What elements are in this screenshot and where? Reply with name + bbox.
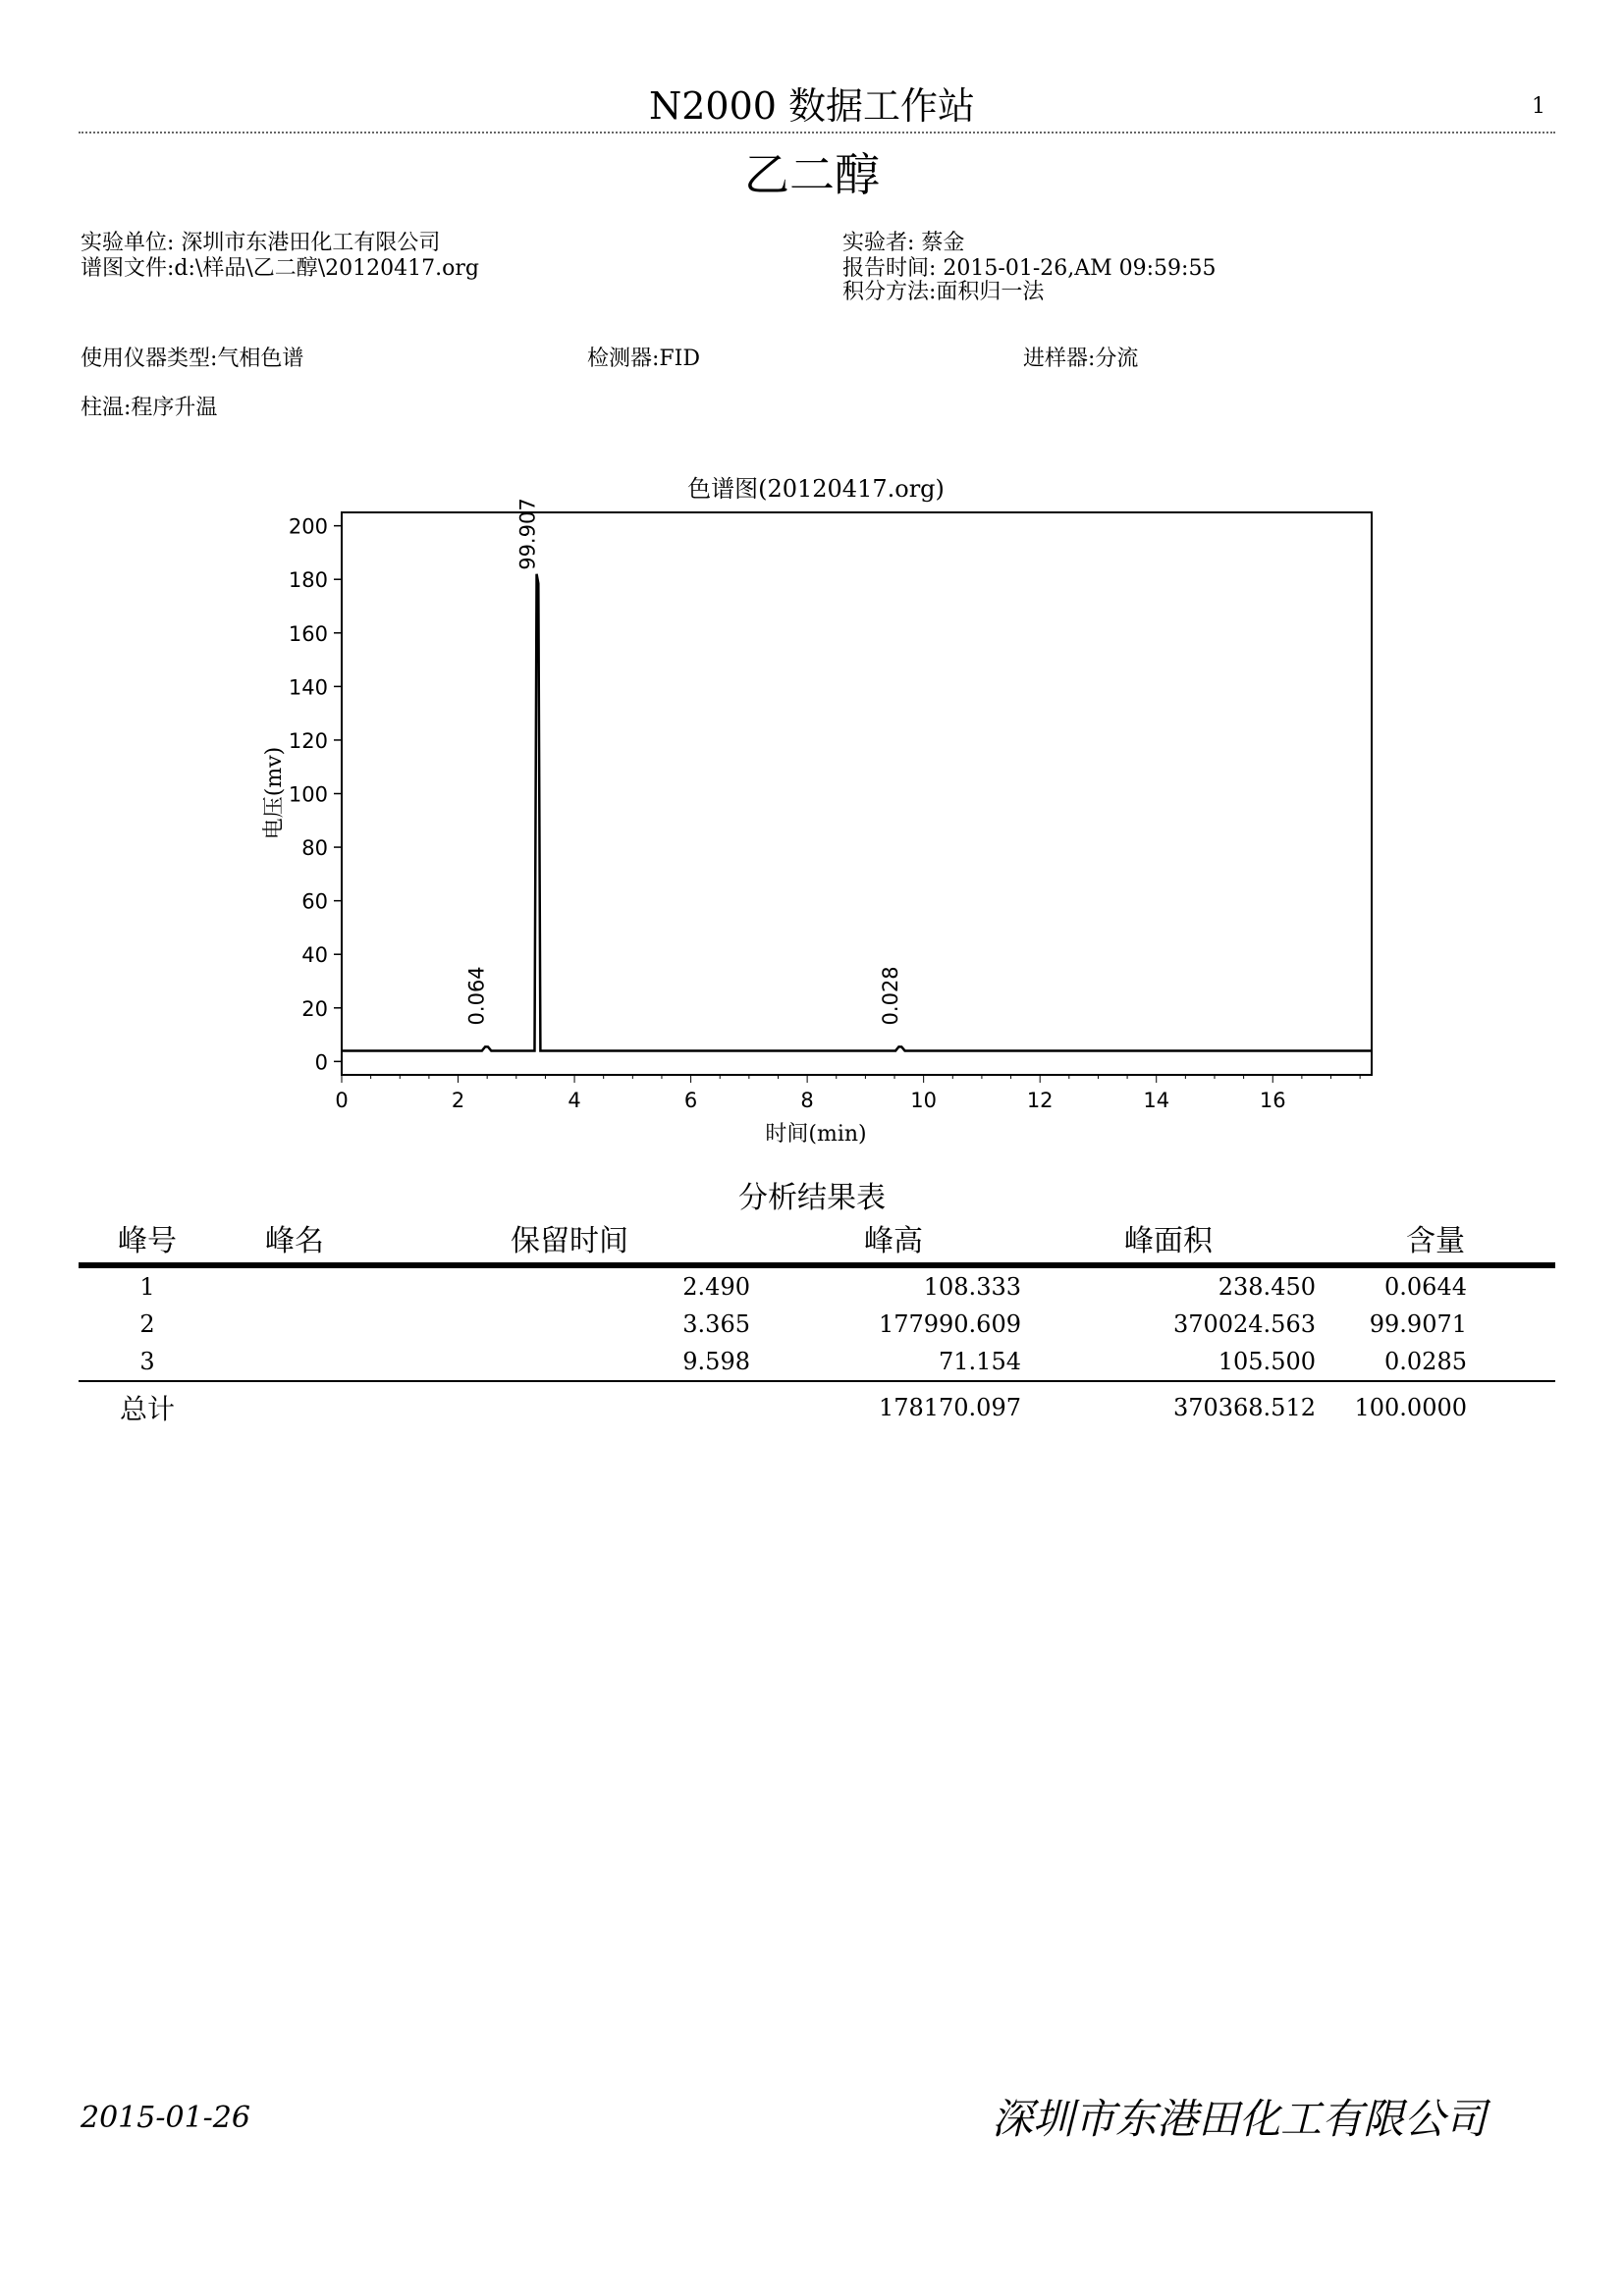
col-peak-name: 峰名 xyxy=(265,1224,324,1258)
peak-labels xyxy=(465,498,902,1025)
content-percent: 0.0644 xyxy=(1384,1273,1467,1301)
col-peak-no: 峰号 xyxy=(118,1224,177,1258)
total-retention-empty xyxy=(373,1381,766,1433)
peak-height: 108.333 xyxy=(923,1273,1021,1301)
total-peak-area: 370368.512 xyxy=(1172,1394,1316,1421)
total-name-empty xyxy=(216,1381,373,1433)
footer-date: 2015-01-26 xyxy=(81,2101,250,2135)
peak-number: 3 xyxy=(139,1348,155,1375)
operator: 实验者: 蔡金 xyxy=(842,231,965,255)
total-label: 总计 xyxy=(119,1393,175,1425)
results-table xyxy=(79,1213,1555,1433)
peak-height: 177990.609 xyxy=(878,1310,1021,1338)
lab-unit: 实验单位: 深圳市东港田化工有限公司 xyxy=(81,231,441,255)
y-tick-label: 180 xyxy=(288,568,328,593)
instrument-type: 使用仪器类型:气相色谱 xyxy=(81,347,304,371)
retention-time: 2.490 xyxy=(682,1273,750,1301)
y-tick-label: 200 xyxy=(288,514,328,539)
page-number: 1 xyxy=(1532,94,1545,119)
peak-name xyxy=(216,1343,373,1381)
x-tick-label: 10 xyxy=(910,1089,938,1112)
y-tick-label: 120 xyxy=(288,728,328,753)
content-percent: 0.0285 xyxy=(1384,1348,1467,1375)
y-axis-ticks xyxy=(289,515,342,1075)
col-content: 含量 xyxy=(1406,1224,1465,1258)
peak-label: 0.028 xyxy=(878,966,902,1026)
report-time: 报告时间: 2015-01-26,AM 09:59:55 xyxy=(842,256,1217,281)
total-peak-height: 178170.097 xyxy=(878,1394,1021,1421)
y-tick-label: 140 xyxy=(288,675,328,700)
y-tick-label: 160 xyxy=(288,621,328,646)
peak-label: 0.064 xyxy=(464,966,489,1026)
detector: 检测器:FID xyxy=(587,347,701,371)
x-axis-ticks xyxy=(335,1075,1360,1112)
table-row xyxy=(79,1265,1555,1306)
col-retention-time: 保留时间 xyxy=(511,1224,628,1258)
x-tick-label: 4 xyxy=(568,1089,581,1112)
table-row xyxy=(79,1306,1555,1343)
peak-number: 2 xyxy=(139,1310,155,1338)
retention-time: 9.598 xyxy=(682,1348,750,1375)
y-tick-label: 20 xyxy=(301,996,328,1021)
y-tick-label: 60 xyxy=(301,889,328,914)
content-percent: 99.9071 xyxy=(1369,1310,1467,1338)
y-tick-label: 100 xyxy=(288,782,328,807)
results-header-row xyxy=(79,1213,1555,1265)
chart-title: 色谱图(20120417.org) xyxy=(687,475,945,503)
peak-area: 238.450 xyxy=(1218,1273,1316,1301)
col-peak-height: 峰高 xyxy=(864,1224,923,1258)
workstation-title: N2000 数据工作站 xyxy=(648,84,976,128)
peak-area: 370024.563 xyxy=(1172,1310,1316,1338)
x-tick-label: 6 xyxy=(683,1089,698,1112)
peak-name xyxy=(216,1265,373,1306)
column-temperature: 柱温:程序升温 xyxy=(81,396,218,420)
footer-company: 深圳市东港田化工有限公司 xyxy=(992,2095,1488,2143)
peak-area: 105.500 xyxy=(1218,1348,1316,1375)
peak-height: 71.154 xyxy=(939,1348,1021,1375)
document-title: 乙二醇 xyxy=(744,148,880,201)
retention-time: 3.365 xyxy=(682,1310,750,1338)
x-tick-label: 2 xyxy=(451,1089,465,1112)
y-tick-label: 80 xyxy=(301,836,328,861)
col-peak-area: 峰面积 xyxy=(1124,1224,1213,1258)
x-tick-label: 14 xyxy=(1143,1089,1170,1112)
x-axis-label: 时间(min) xyxy=(765,1122,867,1147)
total-row xyxy=(79,1381,1555,1433)
y-tick-label: 40 xyxy=(301,943,328,968)
plot-frame xyxy=(342,512,1372,1075)
x-tick-label: 0 xyxy=(335,1089,349,1112)
chromatogram-trace xyxy=(342,574,1372,1051)
integration-method: 积分方法:面积归一法 xyxy=(842,280,1045,304)
peak-label: 99.907 xyxy=(515,498,540,570)
injector: 进样器:分流 xyxy=(1023,347,1139,371)
x-tick-label: 12 xyxy=(1026,1089,1054,1112)
spectrum-file: 谱图文件:d:\样品\乙二醇\20120417.org xyxy=(81,256,479,281)
y-axis-label: 电压(mv) xyxy=(262,746,287,840)
x-tick-label: 8 xyxy=(800,1089,814,1112)
y-tick-label: 0 xyxy=(314,1050,328,1075)
total-content: 100.0000 xyxy=(1354,1394,1467,1421)
table-row xyxy=(79,1343,1555,1381)
peak-name xyxy=(216,1306,373,1343)
results-table-caption: 分析结果表 xyxy=(738,1181,886,1215)
x-tick-label: 16 xyxy=(1259,1089,1286,1112)
peak-number: 1 xyxy=(139,1273,155,1301)
